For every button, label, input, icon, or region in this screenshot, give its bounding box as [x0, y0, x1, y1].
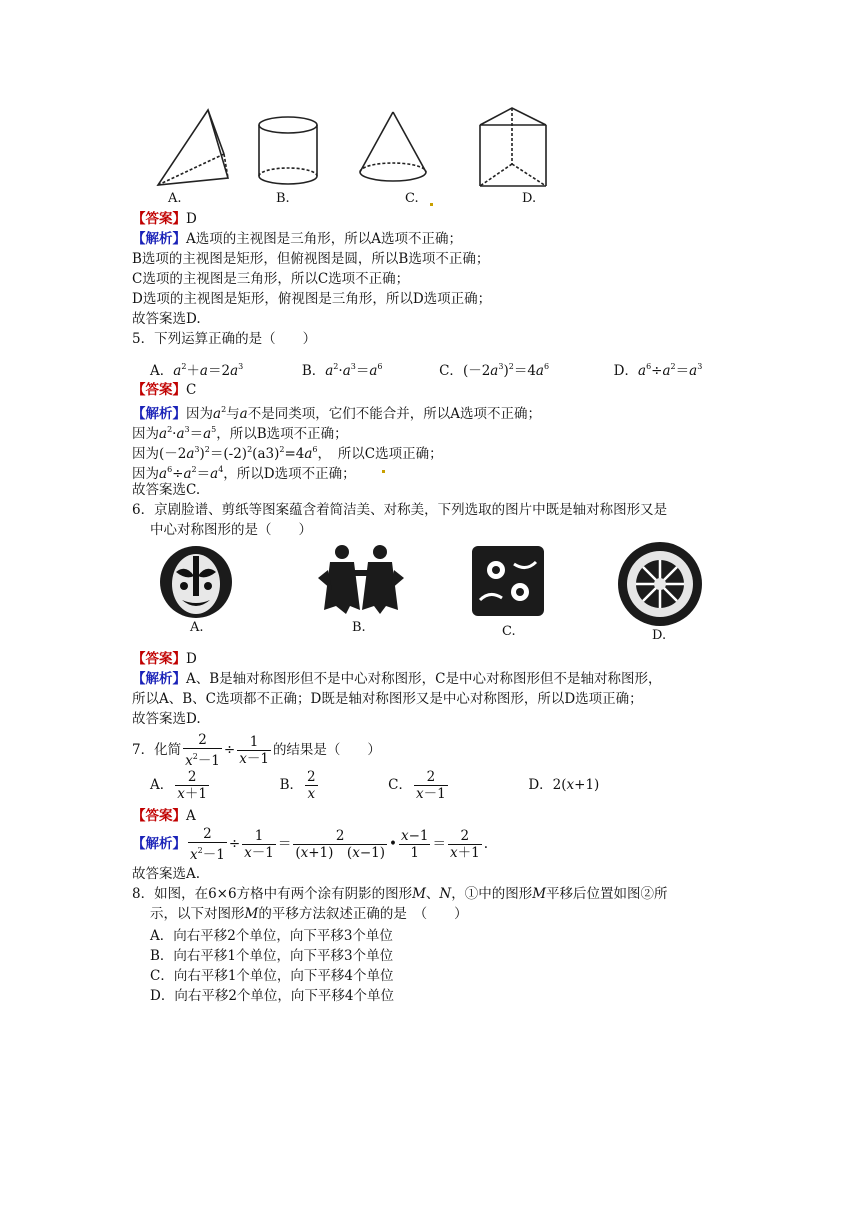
q6-analysis-line: 所以A、B、C选项都不正确；D既是轴对称图形又是中心对称图形，所以D选项正确； — [132, 691, 643, 707]
q7-analysis-line: 【解析】 $\frac{2}{x^2-1}$ ÷ $\frac{1}{x-1}$ ＝ $\frac{2}{(x+1) (x-1)}$ • $\frac{x-1}{1}$ ＝ $\frac{2}{x+1}$ . — [132, 826, 488, 863]
paper-cut-fish-icon — [472, 546, 544, 616]
q6-label-d: D. — [652, 628, 667, 643]
q6-stem-line: 中心对称图形的是（ ） — [150, 522, 312, 538]
q7-option-d[interactable]: D．2(x+1) — [528, 777, 600, 793]
q5-analysis-line: 因为$a^6\div a^2=a^4$，所以D选项不正确； — [132, 465, 356, 482]
q5-option-c[interactable]: C．$(-2a^3)^2=4a^6$ — [439, 362, 550, 379]
q6-answer — [132, 649, 197, 669]
q7-answer — [132, 806, 196, 826]
analysis-tag: 【解析】 — [132, 836, 186, 852]
answer-tag: 【答案】 — [132, 651, 186, 667]
q5-analysis-line: 因为$a^2\cdot a^3=a^5$，所以B选项不正确； — [132, 425, 348, 442]
q5-analysis-line: 【解析】因为$a^2$与a不是同类项，它们不能合并，所以A选项不正确； — [132, 405, 541, 422]
q6-label-c: C. — [502, 624, 516, 639]
cone-icon — [360, 112, 426, 181]
q5-option-d[interactable]: D．$a^6\div a^2=a^3$ — [613, 362, 703, 379]
q7-conclusion: 故答案选A. — [132, 866, 201, 882]
q4-label-c: C. — [405, 191, 419, 206]
q8-stem-line: 8．如图，在6×6方格中有两个涂有阴影的图形M、N，①中的图形M平移后位置如图②所 — [132, 886, 668, 902]
q4-label-b: B. — [276, 191, 290, 206]
q4-conclusion: 故答案选D. — [132, 311, 201, 327]
answer-tag: 【答案】 — [132, 211, 186, 227]
q7-option-c[interactable]: C． $\frac{2}{x-1}$ — [388, 769, 446, 802]
q6-figure-row — [150, 540, 720, 640]
q5-conclusion: 故答案选C. — [132, 482, 201, 498]
q6-conclusion: 故答案选D. — [132, 711, 201, 727]
mark-dot — [430, 203, 433, 206]
analysis-tag: 【解析】 — [132, 406, 186, 422]
answer-value: A — [186, 808, 196, 824]
q4-label-d: D. — [522, 191, 537, 206]
paper-cut-figures-icon — [318, 545, 404, 614]
q6-label-b: B. — [352, 620, 366, 635]
q6-label-a: A. — [190, 620, 204, 635]
q8-option-b[interactable]: B．向右平移1个单位，向下平移3个单位 — [150, 948, 394, 964]
paper-cut-rosette-icon — [618, 542, 702, 626]
answer-tag: 【答案】 — [132, 382, 186, 398]
q7-stem: 7．化简 $\frac{2}{x^2-1}$ ÷ $\frac{1}{x-1}$ 的结果是（ ） — [132, 732, 381, 769]
answer-value: C — [186, 382, 197, 398]
answer-tag: 【答案】 — [132, 808, 186, 824]
q8-option-d[interactable]: D．向右平移2个单位，向下平移4个单位 — [150, 988, 395, 1004]
q5-option-b[interactable]: B．$a^2\cdot a^3=a^6$ — [301, 362, 383, 379]
triangular-pyramid-icon — [158, 110, 228, 185]
analysis-tag: 【解析】 — [132, 671, 186, 687]
q5-options — [150, 357, 702, 381]
mark-dot — [382, 470, 385, 473]
analysis-tag: 【解析】 — [132, 231, 186, 247]
answer-value: D — [186, 651, 197, 667]
analysis-text: A选项的主视图是三角形，所以A选项不正确； — [186, 231, 462, 247]
q8-option-a[interactable]: A．向右平移2个单位，向下平移3个单位 — [150, 928, 393, 944]
q7-option-a[interactable]: A． $\frac{2}{x+1}$ — [150, 769, 207, 802]
q4-answer — [132, 209, 197, 229]
q5-option-a[interactable]: A．$a^2+a=2a^3$ — [150, 362, 244, 379]
answer-value: D — [186, 211, 197, 227]
opera-mask-icon — [160, 546, 232, 618]
q7-option-b[interactable]: B． $\frac{2}{x}$ — [279, 769, 316, 802]
q4-analysis-line: C选项的主视图是三角形，所以C选项不正确； — [132, 271, 410, 287]
q4-label-a: A. — [168, 191, 182, 206]
q6-stem-line: 6．京剧脸谱、剪纸等图案蕴含着简洁美、对称美，下列选取的图片中既是轴对称图形又是 — [132, 502, 668, 518]
q7-options — [150, 768, 599, 802]
q5-analysis-line: 因为$(-2a^3)^2=(-2)^2(a3)^2=4a^6$， 所以C选项正确； — [132, 445, 443, 462]
q8-stem-line: 示，以下对图形M的平移方法叙述正确的是 （ ） — [150, 906, 468, 922]
q4-analysis-line: D选项的主视图是矩形，俯视图是三角形，所以D选项正确； — [132, 291, 492, 307]
q4-analysis-line: B选项的主视图是矩形，但俯视图是圆，所以B选项不正确； — [132, 251, 490, 267]
q5-answer — [132, 380, 196, 400]
cylinder-icon — [259, 117, 317, 184]
q8-option-c[interactable]: C．向右平移1个单位，向下平移4个单位 — [150, 968, 394, 984]
q5-stem: 5．下列运算正确的是（ ） — [132, 331, 317, 347]
q4-analysis-line — [132, 229, 462, 249]
q4-figure-row — [140, 100, 560, 192]
triangular-prism-icon — [480, 108, 546, 186]
q6-analysis-line: 【解析】A、B是轴对称图形但不是中心对称图形，C是中心对称图形但不是轴对称图形， — [132, 671, 662, 687]
